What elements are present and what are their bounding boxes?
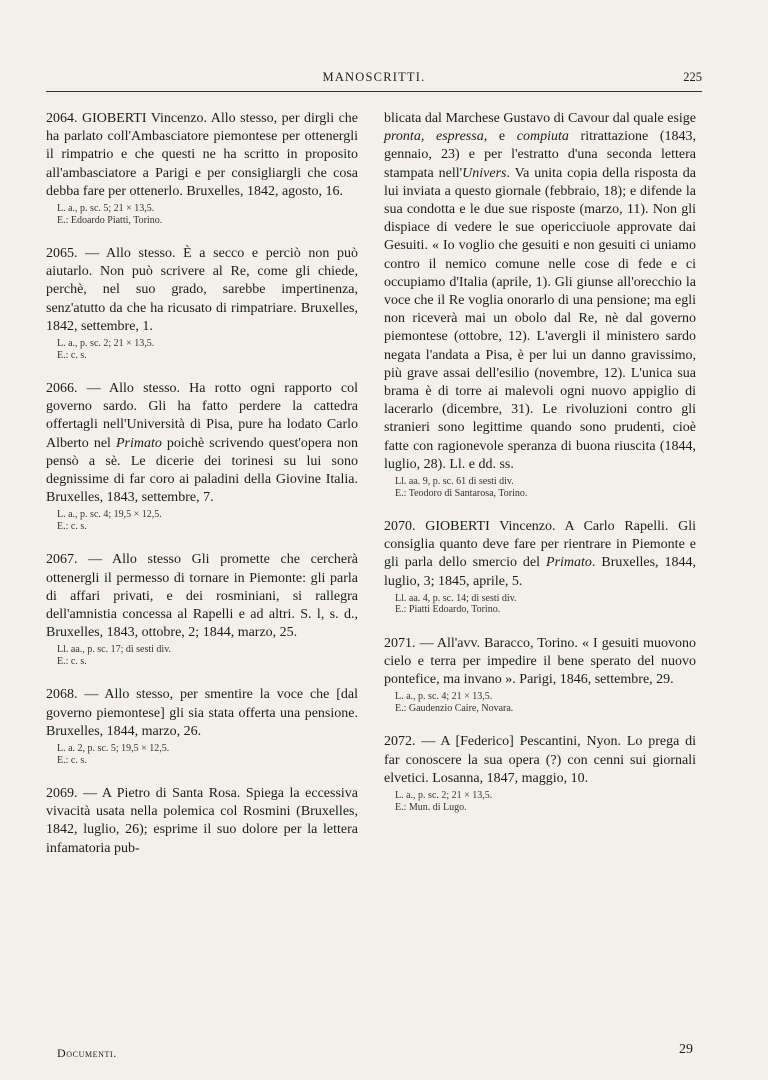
entry-meta — [395, 790, 696, 813]
entry-text: — All'avv. Baracco, Torino. « I gesuiti muovono cielo e terra per impedire il bene sperato del nuovo pontefice, ma invano ». Parigi, 1846, settembre, 29. — [384, 635, 697, 688]
meta-owner: E.: c. s. — [57, 655, 87, 667]
italic-title: Primato — [546, 555, 592, 571]
entry-text-cont: ritrattazione (1843, gennaio, 23) e per l'estratto d'una seconda lettera stampata nell' — [384, 129, 697, 181]
header-rule — [46, 91, 702, 92]
running-head — [46, 70, 702, 90]
entry-meta — [57, 203, 358, 226]
meta-description: Ll. aa. 4, p. sc. 14; di sesti div. — [395, 592, 517, 604]
entry-number: 2067. — [46, 552, 78, 568]
entry-text: — A Pietro di Santa Rosa. Spiega la eccessiva vivacità usata nella polemica col Rosmini (Bruxelles, 1842, luglio, 26); esprime il suo dolore per la lettera infamatoria pub- — [46, 786, 359, 856]
entry-text-cont: . Bruxelles, 1844, luglio, 3; 1845, aprile, 5. — [384, 555, 696, 589]
entry-2067 — [46, 551, 358, 667]
left-column — [46, 110, 358, 877]
meta-description: L. a. 2, p. sc. 5; 19,5 × 12,5. — [57, 743, 170, 755]
entry-text: — A [Federico] Pescantini, Nyon. Lo prega di far conoscere la sua opera (?) con cenni sui giornali elvetici. Losanna, 1847, maggio, 10. — [384, 734, 697, 786]
meta-description: L. a., p. sc. 4; 21 × 13,5. — [395, 691, 493, 703]
meta-owner: E.: Edoardo Piatti, Torino. — [57, 214, 163, 226]
italic-journal: Univers — [462, 165, 507, 181]
entry-number: 2072. — [384, 734, 416, 750]
entry-number: 2066. — [46, 381, 78, 397]
entry-text: — Allo stesso. Ha rotto ogni rapporto col governo sardo. Gli ha fatto perdere la cattedra offertagli nell'Università di Pisa, pure ha lodato Carlo Alberto nel — [46, 381, 358, 451]
right-column — [384, 110, 696, 832]
meta-description: Ll. aa. 9, p. sc. 61 di sesti div. — [395, 476, 514, 488]
entry-2068 — [46, 686, 358, 766]
entry-text-cont: e — [487, 129, 517, 145]
running-title: MANOSCRITTI. — [322, 70, 426, 84]
meta-owner: E.: Gaudenzio Caire, Novara. — [395, 702, 514, 714]
italic-title: Primato — [115, 435, 162, 451]
signature-mark: Documenti. — [57, 1046, 117, 1060]
meta-description: L. a., p. sc. 5; 21 × 13,5. — [57, 203, 155, 215]
meta-description: L. a., p. sc. 4; 19,5 × 12,5. — [57, 509, 162, 521]
meta-description: L. a., p. sc. 2; 21 × 13,5. — [57, 338, 155, 350]
entry-number: 2064. — [46, 111, 78, 126]
entry-text-cont: . Va unita copia della risposta da lui inviata a questo giornale (febbraio, 18); e difende la sua condotta e le due sue risposte (marzo, 11). Non gli dispiace di vedere le sue opericciuole approvate dai Gesuiti. « Io voglio che gesuiti e non gesuiti ci uniamo contro il nemico comune nelle cose di fede e ci occupiamo d'Italia (aprile, 1). Gli giunse all'orecchio la voce che il Re voglia onorarlo di una pensione; ma egli non riceverà mai un obolo dal Re, nè dal governo piemontese (ottobre, 12). L'avergli il ministero sardo negata l'andata a Pisa, è per lui un danno gravissimo, più grave assai dell'esilio (novembre, 12). L'unica sua brama è di torre ai malevoli ogni nuovo appiglio di lacerarlo (dicembre, 31). Le rivoluzioni contro gli stranieri sono legittime quando sono prudenti, cioè fatte con ragionevole speranza di buona riuscita (1844, luglio, 28). Ll. e dd. ss. — [384, 165, 696, 472]
entry-text: GIOBERTI Vincenzo. A Carlo Rapelli. Gli consiglia quanto deve fare per rientrare in Piemonte e gli parla dello smercio del — [384, 519, 696, 571]
sheet-number: 29 — [679, 1042, 693, 1057]
italic-phrase: pronta, espressa, — [384, 129, 488, 145]
meta-description: Ll. aa., p. sc. 17; di sesti div. — [57, 644, 172, 656]
entry-text: blicata dal Marchese Gustavo di Cavour dal quale esige — [384, 111, 696, 126]
entry-2071 — [384, 635, 696, 715]
entry-text: — Allo stesso, per smentire la voce che [dal governo piemontese] gli sia stata offerta una pensione. Bruxelles, 1844, marzo, 26. — [46, 687, 359, 739]
entry-text: GIOBERTI Vincenzo. Allo stesso, per dirgli che ha parlato coll'Ambasciatore piemontese per ottenergli il rimpatrio e che questi ne ha scritto in proposito all'ambasciatore a Parigi e per consigliargli che cosa debba fare per ottenerlo. Bruxelles, 1842, agosto, 16. — [46, 111, 359, 199]
entry-2069-continued — [384, 110, 696, 499]
entry-meta — [395, 593, 696, 616]
entry-meta — [395, 691, 696, 714]
entry-2066 — [46, 380, 358, 532]
entry-meta — [57, 509, 358, 532]
meta-description: L. a., p. sc. 2; 21 × 13,5. — [395, 790, 493, 802]
entry-2064 — [46, 110, 358, 226]
entry-text-cont: poichè scrivendo quest'opera non pensò a sè. Le dicerie dei torinesi su lui sono degnissime di far coro ai paladini della Giovine Italia. Bruxelles, 1843, settembre, 7. — [46, 435, 358, 506]
entry-text: — Allo stesso Gli promette che cercherà ottenergli il permesso di tornare in Piemonte: gli parla di affari privati, e dei rosminiani, si rallegra dell'amnistia concessa al Rapelli e ad altri. S. l, s. d., Bruxelles, 1843, ottobre, 2; 1844, marzo, 25. — [46, 552, 358, 641]
entry-2065 — [46, 245, 358, 361]
entry-meta — [57, 743, 358, 766]
entry-2072 — [384, 733, 696, 813]
meta-owner: E.: c. s. — [57, 520, 87, 532]
meta-owner: E.: c. s. — [57, 349, 87, 361]
entry-number: 2065. — [46, 246, 78, 262]
entry-2069 — [46, 785, 358, 858]
entry-number: 2071. — [384, 635, 416, 651]
entry-number: 2069. — [46, 786, 78, 802]
entry-number: 2070. — [384, 519, 416, 535]
page-number: 225 — [683, 70, 702, 84]
meta-owner: E.: c. s. — [57, 754, 87, 766]
meta-owner: E.: Teodoro di Santarosa, Torino. — [395, 487, 528, 499]
entry-meta — [395, 476, 696, 499]
entry-meta — [57, 338, 358, 361]
italic-word: compiuta — [516, 129, 569, 145]
entry-2070 — [384, 518, 696, 616]
meta-owner: E.: Mun. di Lugo. — [395, 801, 467, 813]
meta-owner: E.: Piatti Edoardo, Torino. — [395, 604, 501, 616]
entry-meta — [57, 644, 358, 667]
entry-number: 2068. — [46, 687, 78, 703]
entry-text: — Allo stesso. È a secco e perciò non può aiutarlo. Non può scrivere al Re, come gli chiede, perchè, nel suo grado, sarebbe impertinenza, senz'atutto da che ha ricusato di rimpatriare. Bruxelles, 1842, settembre, 1. — [46, 246, 358, 334]
